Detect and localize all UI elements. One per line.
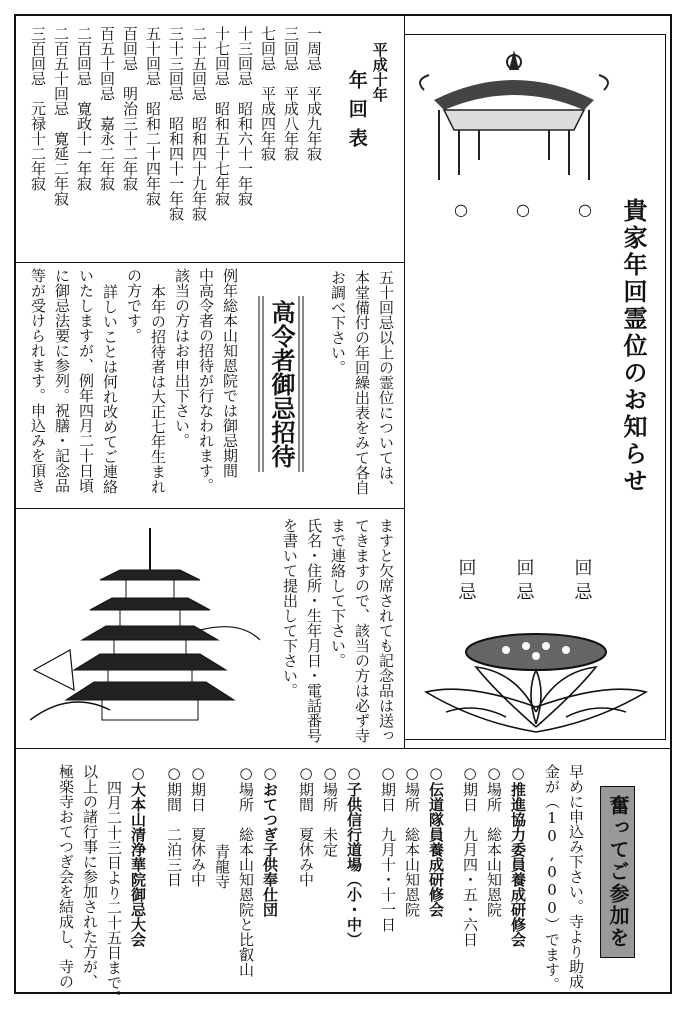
- intro-line: 早めに申込み下さい。寺より助成: [567, 764, 585, 989]
- cont-line: を書いて提出して下さい。: [281, 518, 299, 698]
- event-title: ○子供信行道場（小・中）: [345, 764, 363, 947]
- note-line: 本堂備付の年回繰出表をみて各自: [353, 270, 371, 495]
- table-heading: 年回表: [345, 70, 368, 157]
- event-line: 以上の諸行事に参加された方が、: [81, 764, 99, 989]
- canopy-illustration: [414, 40, 614, 190]
- events-body: [24, 764, 594, 1005]
- event-line: 極楽寺おてつぎ会を結成し、寺の: [57, 764, 75, 989]
- divider-mid: [14, 508, 404, 509]
- cont-line: 氏名・住所・生年月日・電話番号: [305, 518, 323, 743]
- kaiki-label: 回忌: [571, 558, 593, 606]
- event-date: ○期日 九月十・十一日: [379, 764, 397, 932]
- event-title: ○伝道隊員養成研修会: [427, 764, 445, 917]
- table-row: 三十三回忌 昭和四十一年寂: [167, 26, 185, 221]
- event-place: ○場所 総本山知恩院と比叡山: [237, 764, 255, 977]
- event-place: ○場所 未定: [321, 764, 339, 857]
- elder-line: 本年の招待者は大正七年生まれ: [149, 284, 167, 494]
- table-row: 三百回忌 元禄十二年寂: [29, 26, 47, 191]
- event-date: ○期日 九月四・五・六日: [461, 764, 479, 947]
- lotus-illustration: [416, 612, 656, 736]
- table-row: 二十五回忌 昭和四十九年寂: [190, 26, 208, 221]
- table-row: 七回忌 平成四年寂: [259, 26, 277, 161]
- table-row: 二百五十回忌 寛延二年寂: [52, 26, 70, 206]
- table-row: 五十回忌 昭和二十四年寂: [144, 26, 162, 206]
- cont-line: まで連絡して下さい。: [329, 518, 347, 668]
- note-line: 五十回忌以上の霊位については、: [377, 270, 395, 495]
- event-place-2: 青龍寺: [213, 844, 231, 889]
- divider-top: [14, 262, 404, 263]
- table-year: 平成十年: [370, 42, 389, 102]
- divider-bottom: [14, 748, 672, 749]
- table-row: 十七回忌 昭和五十七年寂: [213, 26, 231, 206]
- anniversary-table: [29, 26, 334, 256]
- event-place: ○場所 総本山知恩院: [485, 764, 503, 917]
- cont-line: てきますので、該当の方は必ず寺: [353, 518, 371, 743]
- event-title: ○推進協力委員養成研修会: [509, 764, 527, 947]
- elder-line: 等が受けられます。申込みを頂き: [29, 268, 47, 493]
- note-line: お調べ下さい。: [329, 270, 347, 375]
- kaiki-label: 回忌: [455, 558, 477, 606]
- table-row: 百五十回忌 嘉永二年寂: [98, 26, 116, 191]
- table-row: 十三回忌 昭和六十一年寂: [236, 26, 254, 206]
- elder-title: 高令者御忌招待: [258, 296, 304, 472]
- circle-marker: ○: [515, 200, 530, 219]
- cont-line: ますと欠席されても記念品は送っ: [377, 518, 395, 743]
- kaiki-label: 回忌: [513, 558, 535, 606]
- fifty-note: [320, 270, 404, 500]
- circle-marker: ○: [454, 200, 468, 219]
- elder-line: 詳しいことは何れ改めてご連絡: [101, 284, 119, 494]
- event-line: 四月二十三日より二十五日まで。: [105, 780, 123, 1005]
- event-place: ○場所 総本山知恩院: [403, 764, 421, 917]
- elder-line: いたしますが、例年四月二十日頃: [77, 268, 95, 493]
- table-row: 一周忌 平成九年寂: [305, 26, 323, 161]
- circle-marker: ○: [577, 200, 592, 219]
- elder-body: [24, 268, 244, 504]
- pagoda-illustration: [30, 520, 270, 740]
- event-title: ○おてつぎ子供奉仕団: [261, 764, 279, 917]
- table-row: 二百回忌 寛政十一年寂: [75, 26, 93, 191]
- elder-line: に御忌法要に参列。祝膳・記念品: [53, 268, 71, 493]
- event-title: ○大本山清浄華院御忌大会: [129, 764, 147, 947]
- elder-line: 中高令者の招待が行なわれます。: [197, 268, 215, 493]
- notice-title: 貴家年回霊位のお知らせ: [619, 198, 648, 495]
- elder-continued: [280, 518, 404, 746]
- table-row: 三回忌 平成八年寂: [282, 26, 300, 161]
- table-row: 百回忌 明治三十二年寂: [121, 26, 139, 191]
- circle-row: [454, 200, 592, 219]
- elder-line: 該当の方はお申出下さい。: [173, 268, 191, 448]
- event-date: ○期日 夏休み中: [189, 764, 207, 887]
- events-header: 奮ってご参加を: [600, 786, 635, 958]
- elder-line: の方です。: [125, 268, 143, 343]
- event-date: ○期間 夏休み中: [297, 764, 315, 887]
- event-date-2: ○期間 二泊三日: [165, 764, 183, 887]
- intro-line: 金が（10,000）でます。: [543, 764, 561, 992]
- elder-line: 例年総本山知恩院では御忌期間: [221, 268, 239, 478]
